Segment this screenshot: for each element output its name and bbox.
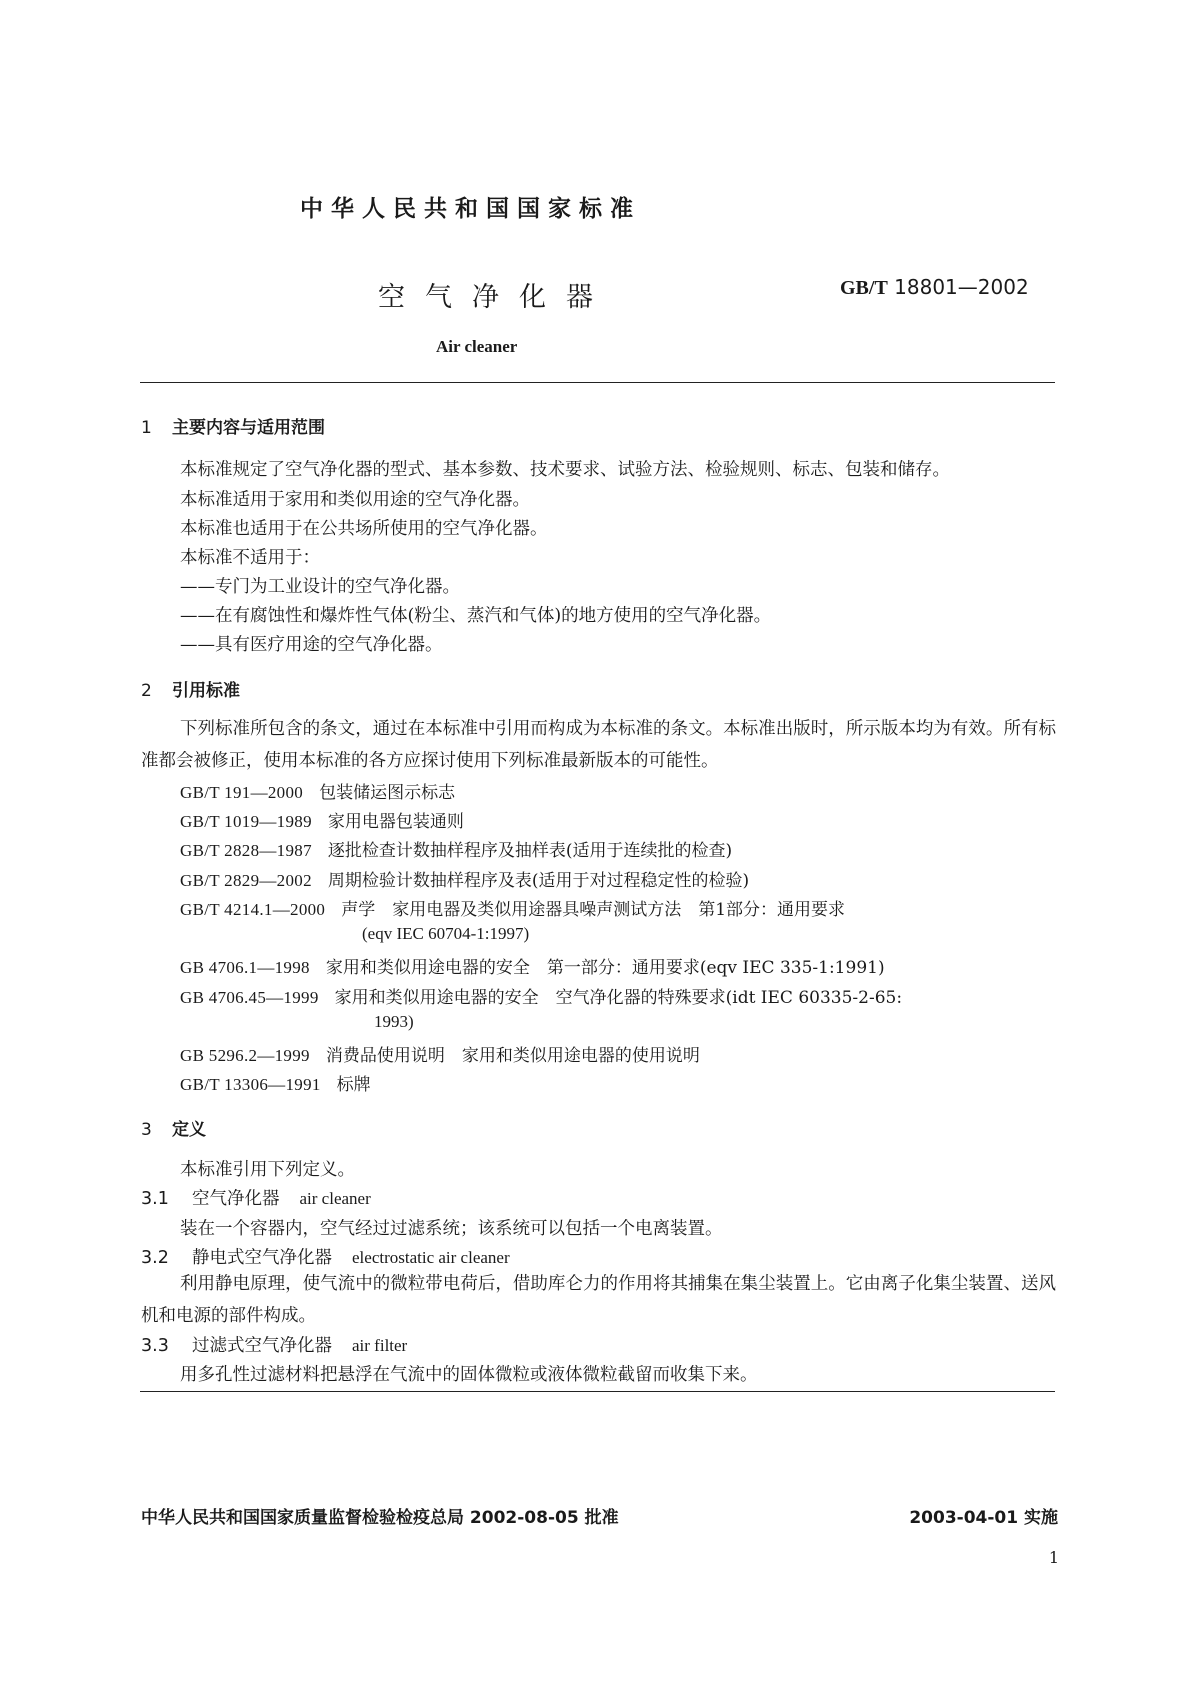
reference-title: 标牌 xyxy=(336,1075,371,1095)
paragraph: 本标准不适用于： xyxy=(180,548,320,568)
definition-heading xyxy=(141,1244,510,1269)
section-number: 3 xyxy=(141,1120,152,1140)
reference-item xyxy=(180,895,845,920)
paragraph: 本标准规定了空气净化器的型式、基本参数、技术要求、试验方法、检验规则、标志、包装和储存。 xyxy=(180,460,950,480)
definition-text: 利用静电原理，使气流中的微粒带电荷后，借助库仑力的作用将其捕集在集尘装置上。它由离子化集尘装置、送风机和电源的部件构成。 xyxy=(141,1274,1056,1326)
section-number: 1 xyxy=(141,418,152,438)
definition-term-en: electrostatic air cleaner xyxy=(352,1248,510,1267)
reference-code: GB 4706.45—1999 xyxy=(180,988,319,1007)
reference-continuation: 1993) xyxy=(374,1012,414,1031)
standard-code: 18801—2002 xyxy=(894,275,1029,299)
reference-item xyxy=(180,866,749,891)
reference-code: GB/T 1019—1989 xyxy=(180,812,312,831)
reference-continuation: (eqv IEC 60704-1:1997) xyxy=(362,924,530,943)
reference-title: 家用和类似用途电器的安全 第一部分：通用要求(eqv IEC 335-1:1991) xyxy=(325,958,885,978)
reference-code: GB/T 2829—2002 xyxy=(180,871,312,890)
paragraph: 本标准也适用于在公共场所使用的空气净化器。 xyxy=(180,519,548,539)
reference-item xyxy=(180,778,455,803)
definition-text: 用多孔性过滤材料把悬浮在气流中的固体微粒或液体微粒截留而收集下来。 xyxy=(180,1365,758,1385)
section-title: 主要内容与适用范围 xyxy=(172,418,325,438)
reference-item xyxy=(180,983,902,1008)
effective-date: 2003-04-01 实施 xyxy=(909,1508,1058,1528)
section-title: 引用标准 xyxy=(172,681,240,701)
reference-item xyxy=(180,1070,371,1095)
reference-item xyxy=(180,807,464,832)
section-2-heading xyxy=(141,676,240,701)
standard-number xyxy=(840,275,1029,300)
section-title: 定义 xyxy=(172,1120,206,1140)
document-title: 空气净化器 xyxy=(378,282,613,313)
definition-heading xyxy=(141,1185,371,1210)
definition-number: 3.2 xyxy=(141,1248,169,1268)
reference-title: 消费品使用说明 家用和类似用途电器的使用说明 xyxy=(325,1046,700,1066)
reference-code: GB/T 2828—1987 xyxy=(180,841,312,860)
list-item: ——专门为工业设计的空气净化器。 xyxy=(180,577,460,597)
paragraph: 本标准适用于家用和类似用途的空气净化器。 xyxy=(180,490,530,510)
reference-title: 逐批检查计数抽样程序及抽样表(适用于连续批的检查) xyxy=(327,841,733,861)
section-3-heading xyxy=(141,1115,206,1140)
page-number: 1 xyxy=(1048,1548,1059,1567)
reference-code: GB 4706.1—1998 xyxy=(180,958,310,977)
footer-divider xyxy=(140,1391,1055,1392)
definition-text: 装在一个容器内，空气经过过滤系统；该系统可以包括一个电离装置。 xyxy=(180,1219,723,1239)
header-divider xyxy=(140,382,1055,383)
reference-item xyxy=(180,953,885,978)
reference-item xyxy=(180,1041,700,1066)
approval-line: 中华人民共和国国家质量监督检验检疫总局 2002-08-05 批准 xyxy=(141,1508,619,1528)
definition-term-en: air cleaner xyxy=(299,1189,371,1208)
definition-number: 3.1 xyxy=(141,1189,169,1209)
reference-title: 周期检验计数抽样程序及表(适用于对过程稳定性的检验) xyxy=(327,871,750,891)
definition-number: 3.3 xyxy=(141,1336,169,1356)
paragraph: 本标准引用下列定义。 xyxy=(180,1160,355,1180)
reference-title: 包装储运图示标志 xyxy=(319,783,456,803)
section-number: 2 xyxy=(141,681,152,701)
list-item: ——具有医疗用途的空气净化器。 xyxy=(180,635,443,655)
definition-heading xyxy=(141,1332,407,1357)
reference-title: 家用和类似用途电器的安全 空气净化器的特殊要求(idt IEC 60335-2-65: xyxy=(334,988,903,1008)
standard-prefix: GB/T xyxy=(840,277,888,299)
national-standard-heading: 中华人民共和国国家标准 xyxy=(300,195,641,222)
reference-item xyxy=(180,836,732,861)
definition-term-en: air filter xyxy=(352,1336,408,1355)
reference-code: GB/T 4214.1—2000 xyxy=(180,900,326,919)
definition-term: 过滤式空气净化器 xyxy=(192,1336,332,1356)
section-1-heading xyxy=(141,413,325,438)
definition-term: 空气净化器 xyxy=(192,1189,280,1209)
definition-term: 静电式空气净化器 xyxy=(192,1248,332,1268)
list-item: ——在有腐蚀性和爆炸性气体(粉尘、蒸汽和气体)的地方使用的空气净化器。 xyxy=(180,606,772,626)
reference-title: 声学 家用电器及类似用途器具噪声测试方法 第1部分：通用要求 xyxy=(341,900,846,920)
english-title: Air cleaner xyxy=(436,337,518,356)
reference-code: GB 5296.2—1999 xyxy=(180,1046,310,1065)
reference-code: GB/T 191—2000 xyxy=(180,783,304,802)
reference-code: GB/T 13306—1991 xyxy=(180,1075,321,1094)
reference-title: 家用电器包装通则 xyxy=(327,812,464,832)
paragraph: 下列标准所包含的条文，通过在本标准中引用而构成为本标准的条文。本标准出版时，所示版本均为有效。所有标准都会被修正，使用本标准的各方应探讨使用下列标准最新版本的可能性。 xyxy=(141,719,1056,771)
